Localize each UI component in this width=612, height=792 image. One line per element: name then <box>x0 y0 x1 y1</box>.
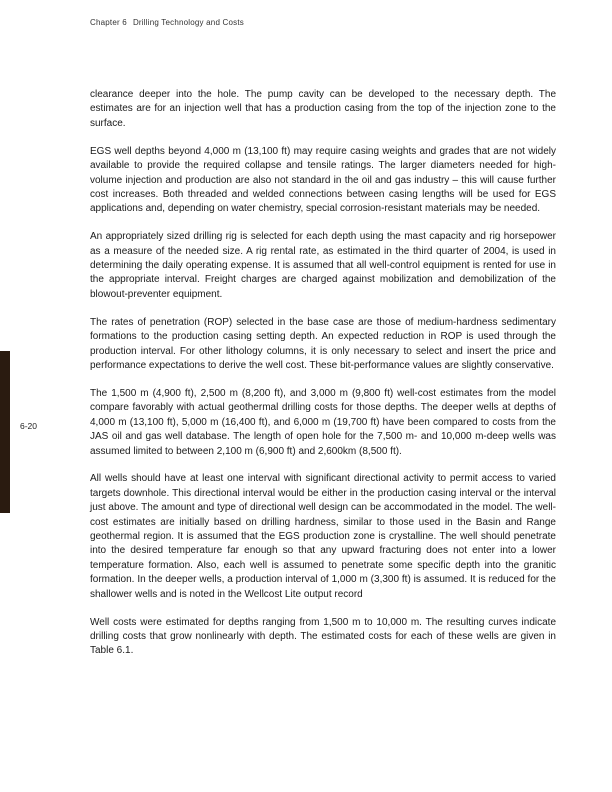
body-text <box>90 88 556 672</box>
paragraph-rates-of-penetration: The rates of penetration (ROP) selected in the base case are those of medium-hardness sedimentary formations to the production casing setting depth. An expected reduction in ROP is used through the production interval. For other lithology columns, it is only necessary to select and insert the price and performance expectations to derive the well cost. These bit-performance values are slightly conservative. <box>90 316 556 371</box>
chapter-title: Drilling Technology and Costs <box>132 18 244 27</box>
paragraph-drilling-rig: An appropriately sized drilling rig is selected for each depth using the mast capacity and rig horsepower as a measure of the needed size. A rig rental rate, as estimated in the third quarter of 2004, is used in determining the daily operating expense. It is assumed that all well-control equipment is rented for use in the appropriate interval. Freight charges are charged against mobilization and demobilization of the blowout-preventer equipment. <box>90 231 556 300</box>
paragraph-directional-interval: All wells should have at least one interval with significant directional activity to permit access to varied targets downhole. This directional interval would be either in the production casing interval or the interval just above. The amount and type of directional well design can be accommodated in the model. The well-cost estimates are initially based on drilling hardness, similar to those used in the Basin and Range geothermal region. It is assumed that the EGS production zone is crystalline. The well should penetrate into the desired temperature far enough so that any upward fracturing does not enter into a lower temperature formation. Also, each well is assumed to penetrate some specific depth into the granitic formation. In the deeper wells, a production interval of 1,000 m (3,300 ft) is assumed. It is reduced for the shallower wells and is noted in the Wellcost Lite output record <box>90 473 556 600</box>
paragraph-well-costs-summary: Well costs were estimated for depths ranging from 1,500 m to 10,000 m. The resulting curves indicate drilling costs that grow nonlinearly with depth. The estimated costs for each of these wells are given in Table 6.1. <box>90 616 556 657</box>
paragraph-casing-weights: EGS well depths beyond 4,000 m (13,100 ft) may require casing weights and grades that are not widely available to provide the required collapse and tensile ratings. The larger diameters needed for high-volume injection and production are also not standard in the oil and gas industry – this will cause further cost increases. Both threaded and welded connections between casing lengths will be used for EGS applications and, depending on water chemistry, special corrosion-resistant materials may be needed. <box>90 145 556 215</box>
margin-tab-bar <box>0 351 10 513</box>
running-header <box>90 18 244 27</box>
paragraph-pump-cavity: clearance deeper into the hole. The pump cavity can be developed to the necessary depth. The estimates are for an injection well that has a production casing from the top of the injection zone to the surface. <box>90 89 556 129</box>
page-number: 6-20 <box>20 421 38 431</box>
paragraph-well-cost-estimates: The 1,500 m (4,900 ft), 2,500 m (8,200 ft), and 3,000 m (9,800 ft) well-cost estimates from the model compare favorably with actual geothermal drilling costs for those depths. The deeper wells at depths of 4,000 m (13,100 ft), 5,000 m (16,400 ft), and 6,000 m (19,700 ft) have been compared to costs from the JAS oil and gas well database. The length of open hole for the 7,500 m- and 10,000 m-deep wells was assumed limited to between 2,100 m (6,900 ft) and 2,600km (8,500 ft). <box>90 387 556 457</box>
chapter-label: Chapter 6 <box>90 18 127 27</box>
